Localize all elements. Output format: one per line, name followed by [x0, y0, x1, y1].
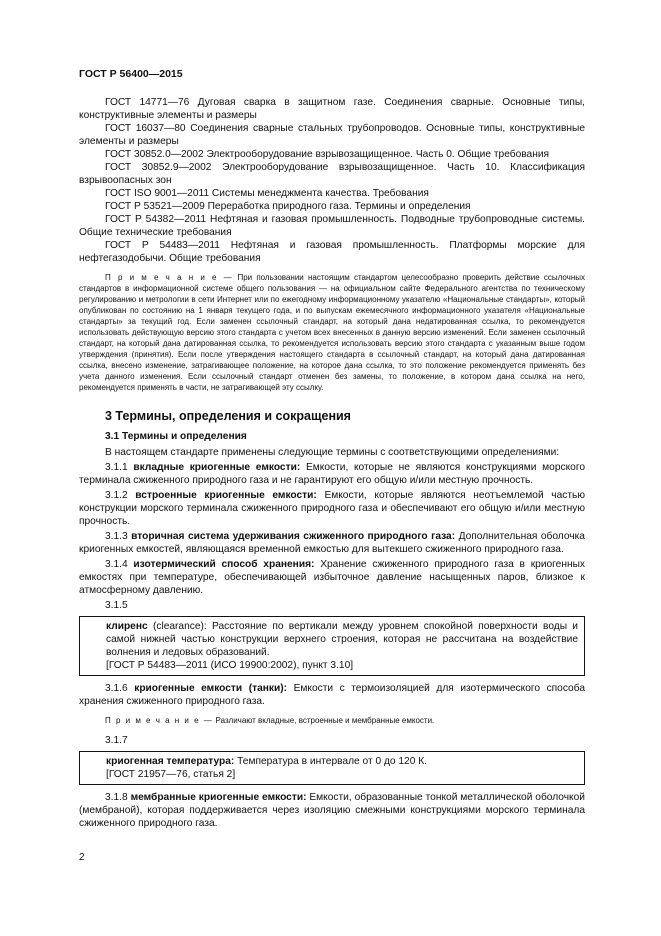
- term-definition: Расстояние по вертикали между уровнем спокойной поверхности воды и самой нижней частью конструкции верхнего строения, которая не рассчитана на воздействие волнения и ледовых образований.: [106, 621, 578, 658]
- terms-intro: В настоящем стандарте применены следующие термины с соответствующими определениями:: [105, 447, 560, 458]
- term-3-1-1: [79, 461, 585, 487]
- term-number: 3.1.3: [105, 531, 128, 542]
- ref-item: ГОСТ Р 53521—2009 Переработка природного газа. Термины и определения: [105, 201, 471, 212]
- term-number: 3.1.6: [105, 683, 128, 694]
- term-number: 3.1.4: [105, 559, 128, 570]
- term-name: мембранные криогенные емкости:: [130, 792, 307, 803]
- subsection-title: 3.1 Термины и определения: [105, 431, 247, 442]
- term-3-1-5-number: 3.1.5: [105, 600, 128, 611]
- term-name: вторичная система удерживания сжиженного природного газа:: [131, 531, 456, 542]
- ref-item: ГОСТ 14771—76 Дуговая сварка в защитном газе. Соединения сварные. Основные типы, конструктивные элементы и размеры: [79, 97, 585, 121]
- note-label: П р и м е ч а н и е —: [105, 716, 214, 725]
- term-source: [ГОСТ Р 54483—2011 (ИСО 19900:2002), пункт 3.10]: [106, 660, 354, 671]
- note-text: При пользовании настоящим стандартом целесообразно проверить действие ссылочных стандартов в информационной системе общего пользования — на официальном сайте Федерального агентства по техническому регулированию и метрологии в сети Интернет или по ежегодному информационному указателю «Национальные стандарты», который опубликован по состоянию на 1 января текущего года, и по выпускам ежемесячного информационного указателя «Национальные стандарты» за текущий год. Если заменен ссылочный стандарт, на который дана недатированная ссылка, то рекомендуется использовать действующую версию этого стандарта с учетом всех внесенных в данную версию изменений. Если заменен ссылочный стандарт, на который дана датированная ссылка, то рекомендуется использовать версию этого стандарта с указанным выше годом утверждения (принятия). Если после утверждения настоящего стандарта в ссылочный стандарт, на который дана датированная ссылка, внесено изменение, затрагивающее положение, на которое дана ссылка, то это положение рекомендуется применять без учета данного изменения. Если ссылочный стандарт отменен без замены, то положение, в котором дана ссылка на него, рекомендуется применять в части, не затрагивающей эту ссылку.: [79, 273, 585, 392]
- term-definition: Емкости с термоизоляцией для изотермического способа хранения сжиженного природного газа.: [79, 683, 585, 707]
- note-containers: [79, 715, 585, 726]
- term-name: криогенная температура:: [106, 756, 235, 767]
- ref-item: ГОСТ Р 54382—2011 Нефтяная и газовая промышленность. Подводные трубопроводные системы. Общие технические требования: [79, 214, 585, 238]
- ref-item: ГОСТ 30852.0—2002 Электрооборудование взрывозащищенное. Часть 0. Общие требования: [105, 149, 550, 160]
- term-number: 3.1.2: [105, 490, 128, 501]
- term-name: вкладные криогенные емкости:: [133, 462, 301, 473]
- term-name: изотермический способ хранения:: [133, 559, 315, 570]
- term-definition: Дополнительная оболочка криогенных емкостей, являющаяся временной емкостью для вытекшего сжиженного природного газа.: [79, 531, 585, 555]
- term-name: клиренс: [106, 621, 148, 632]
- ref-item: ГОСТ Р 54483—2011 Нефтяная и газовая промышленность. Платформы морские для нефтегазодобычи. Общие требования: [79, 240, 585, 264]
- note-text: Различают вкладные, встроенные и мембранные емкости.: [215, 716, 435, 725]
- term-name: встроенные криогенные емкости:: [135, 490, 317, 501]
- term-3-1-6: [79, 682, 585, 708]
- note-references: [79, 272, 585, 393]
- page-number: 2: [79, 852, 85, 863]
- term-3-1-8: [79, 791, 585, 830]
- term-3-1-7: [106, 755, 578, 768]
- term-definition: Емкости, образованные тонкой металлической оболочкой (мембраной), которая поддерживается через изоляцию смежными конструкциями морского терминала сжиженного природного газа.: [79, 792, 585, 829]
- page-content: [79, 96, 585, 830]
- term-number: 3.1.8: [105, 792, 128, 803]
- ref-item: ГОСТ ISO 9001—2011 Системы менеджмента качества. Требования: [105, 188, 429, 199]
- term-definition: Температура в интервале от 0 до 120 К.: [237, 756, 427, 767]
- term-3-1-7-box: [79, 751, 585, 785]
- term-3-1-2: [79, 489, 585, 528]
- term-3-1-4: [79, 558, 585, 597]
- section-title: 3 Термины, определения и сокращения: [105, 409, 351, 423]
- term-3-1-5: [106, 620, 578, 659]
- term-name: криогенные емкости (танки):: [134, 683, 288, 694]
- document-header: ГОСТ Р 56400—2015: [79, 68, 183, 80]
- term-definition: Емкости, которые не являются конструкциями морского терминала сжиженного природного газа и не гарантируют его общую и/или местную прочность.: [79, 462, 585, 486]
- term-definition: Емкости, которые являются неотъемлемой частью конструкции морского терминала сжиженного природного газа и обеспечивают его общую и/или местную прочность.: [79, 490, 585, 527]
- ref-item: ГОСТ 16037—80 Соединения сварные стальных трубопроводов. Основные типы, конструктивные элементы и размеры: [79, 123, 585, 147]
- term-english: (clearance):: [152, 621, 207, 632]
- term-number: 3.1.1: [105, 462, 128, 473]
- term-source: [ГОСТ 21957—76, статья 2]: [106, 769, 236, 780]
- term-3-1-3: [79, 530, 585, 556]
- ref-item: ГОСТ 30852.9—2002 Электрооборудование взрывозащищенное. Часть 10. Классификация взрывоопасных зон: [79, 162, 585, 186]
- term-3-1-5-box: [79, 616, 585, 676]
- note-label: П р и м е ч а н и е —: [105, 273, 234, 282]
- term-3-1-7-number: 3.1.7: [105, 735, 128, 746]
- term-definition: Хранение сжиженного природного газа в криогенных емкостях при температуре, обеспечивающей избыточное давление насыщенных паров, близкое к атмосферному давлению.: [79, 559, 586, 596]
